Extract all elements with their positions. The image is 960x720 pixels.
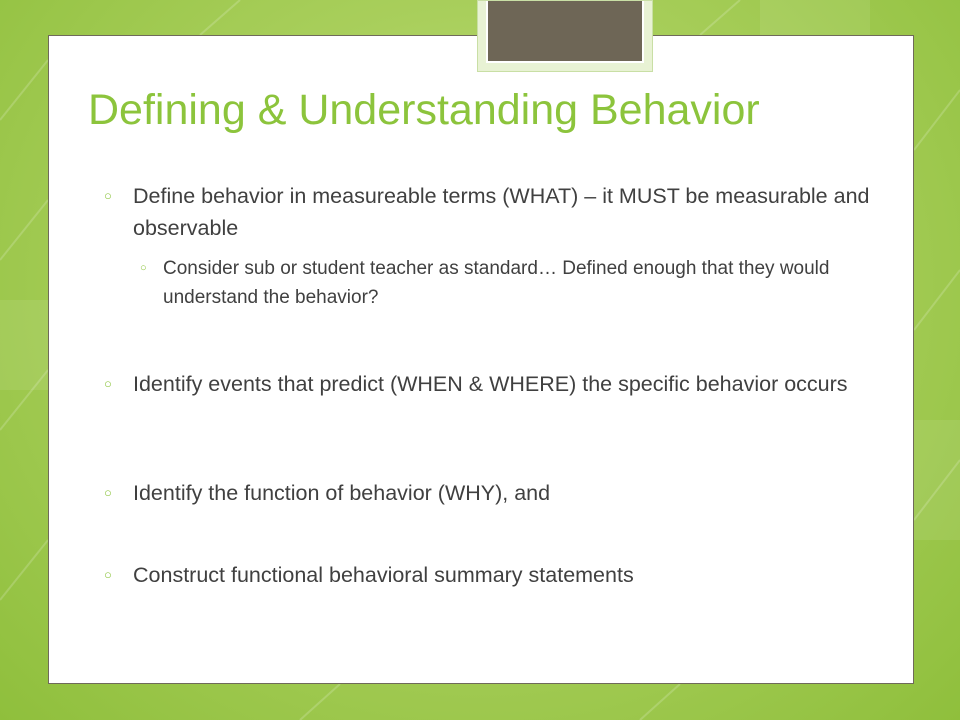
slide-title: Defining & Understanding Behavior <box>88 86 760 134</box>
circle-bullet-icon: ○ <box>104 485 112 500</box>
bullet-text: Identify the function of behavior (WHY), and <box>133 481 551 505</box>
circle-bullet-icon: ○ <box>104 188 112 203</box>
bullet-text: Identify events that predict (WHEN & WHERE) the specific behavior occurs <box>133 372 848 396</box>
bullet-item <box>104 368 893 400</box>
sub-bullet-item <box>140 254 913 312</box>
bullet-text: Define behavior in measureable terms (WHAT) – it MUST be measurable and observable <box>133 184 870 240</box>
circle-bullet-icon: ○ <box>140 262 147 274</box>
bullet-item <box>104 477 893 509</box>
bullet-item <box>104 180 893 244</box>
circle-bullet-icon: ○ <box>104 567 112 582</box>
bullet-text: Construct functional behavioral summary statements <box>133 563 634 587</box>
sub-bullet-text: Consider sub or student teacher as standard… Defined enough that they would understand the behavior? <box>163 258 830 308</box>
circle-bullet-icon: ○ <box>104 376 112 391</box>
bullet-item <box>104 559 893 591</box>
